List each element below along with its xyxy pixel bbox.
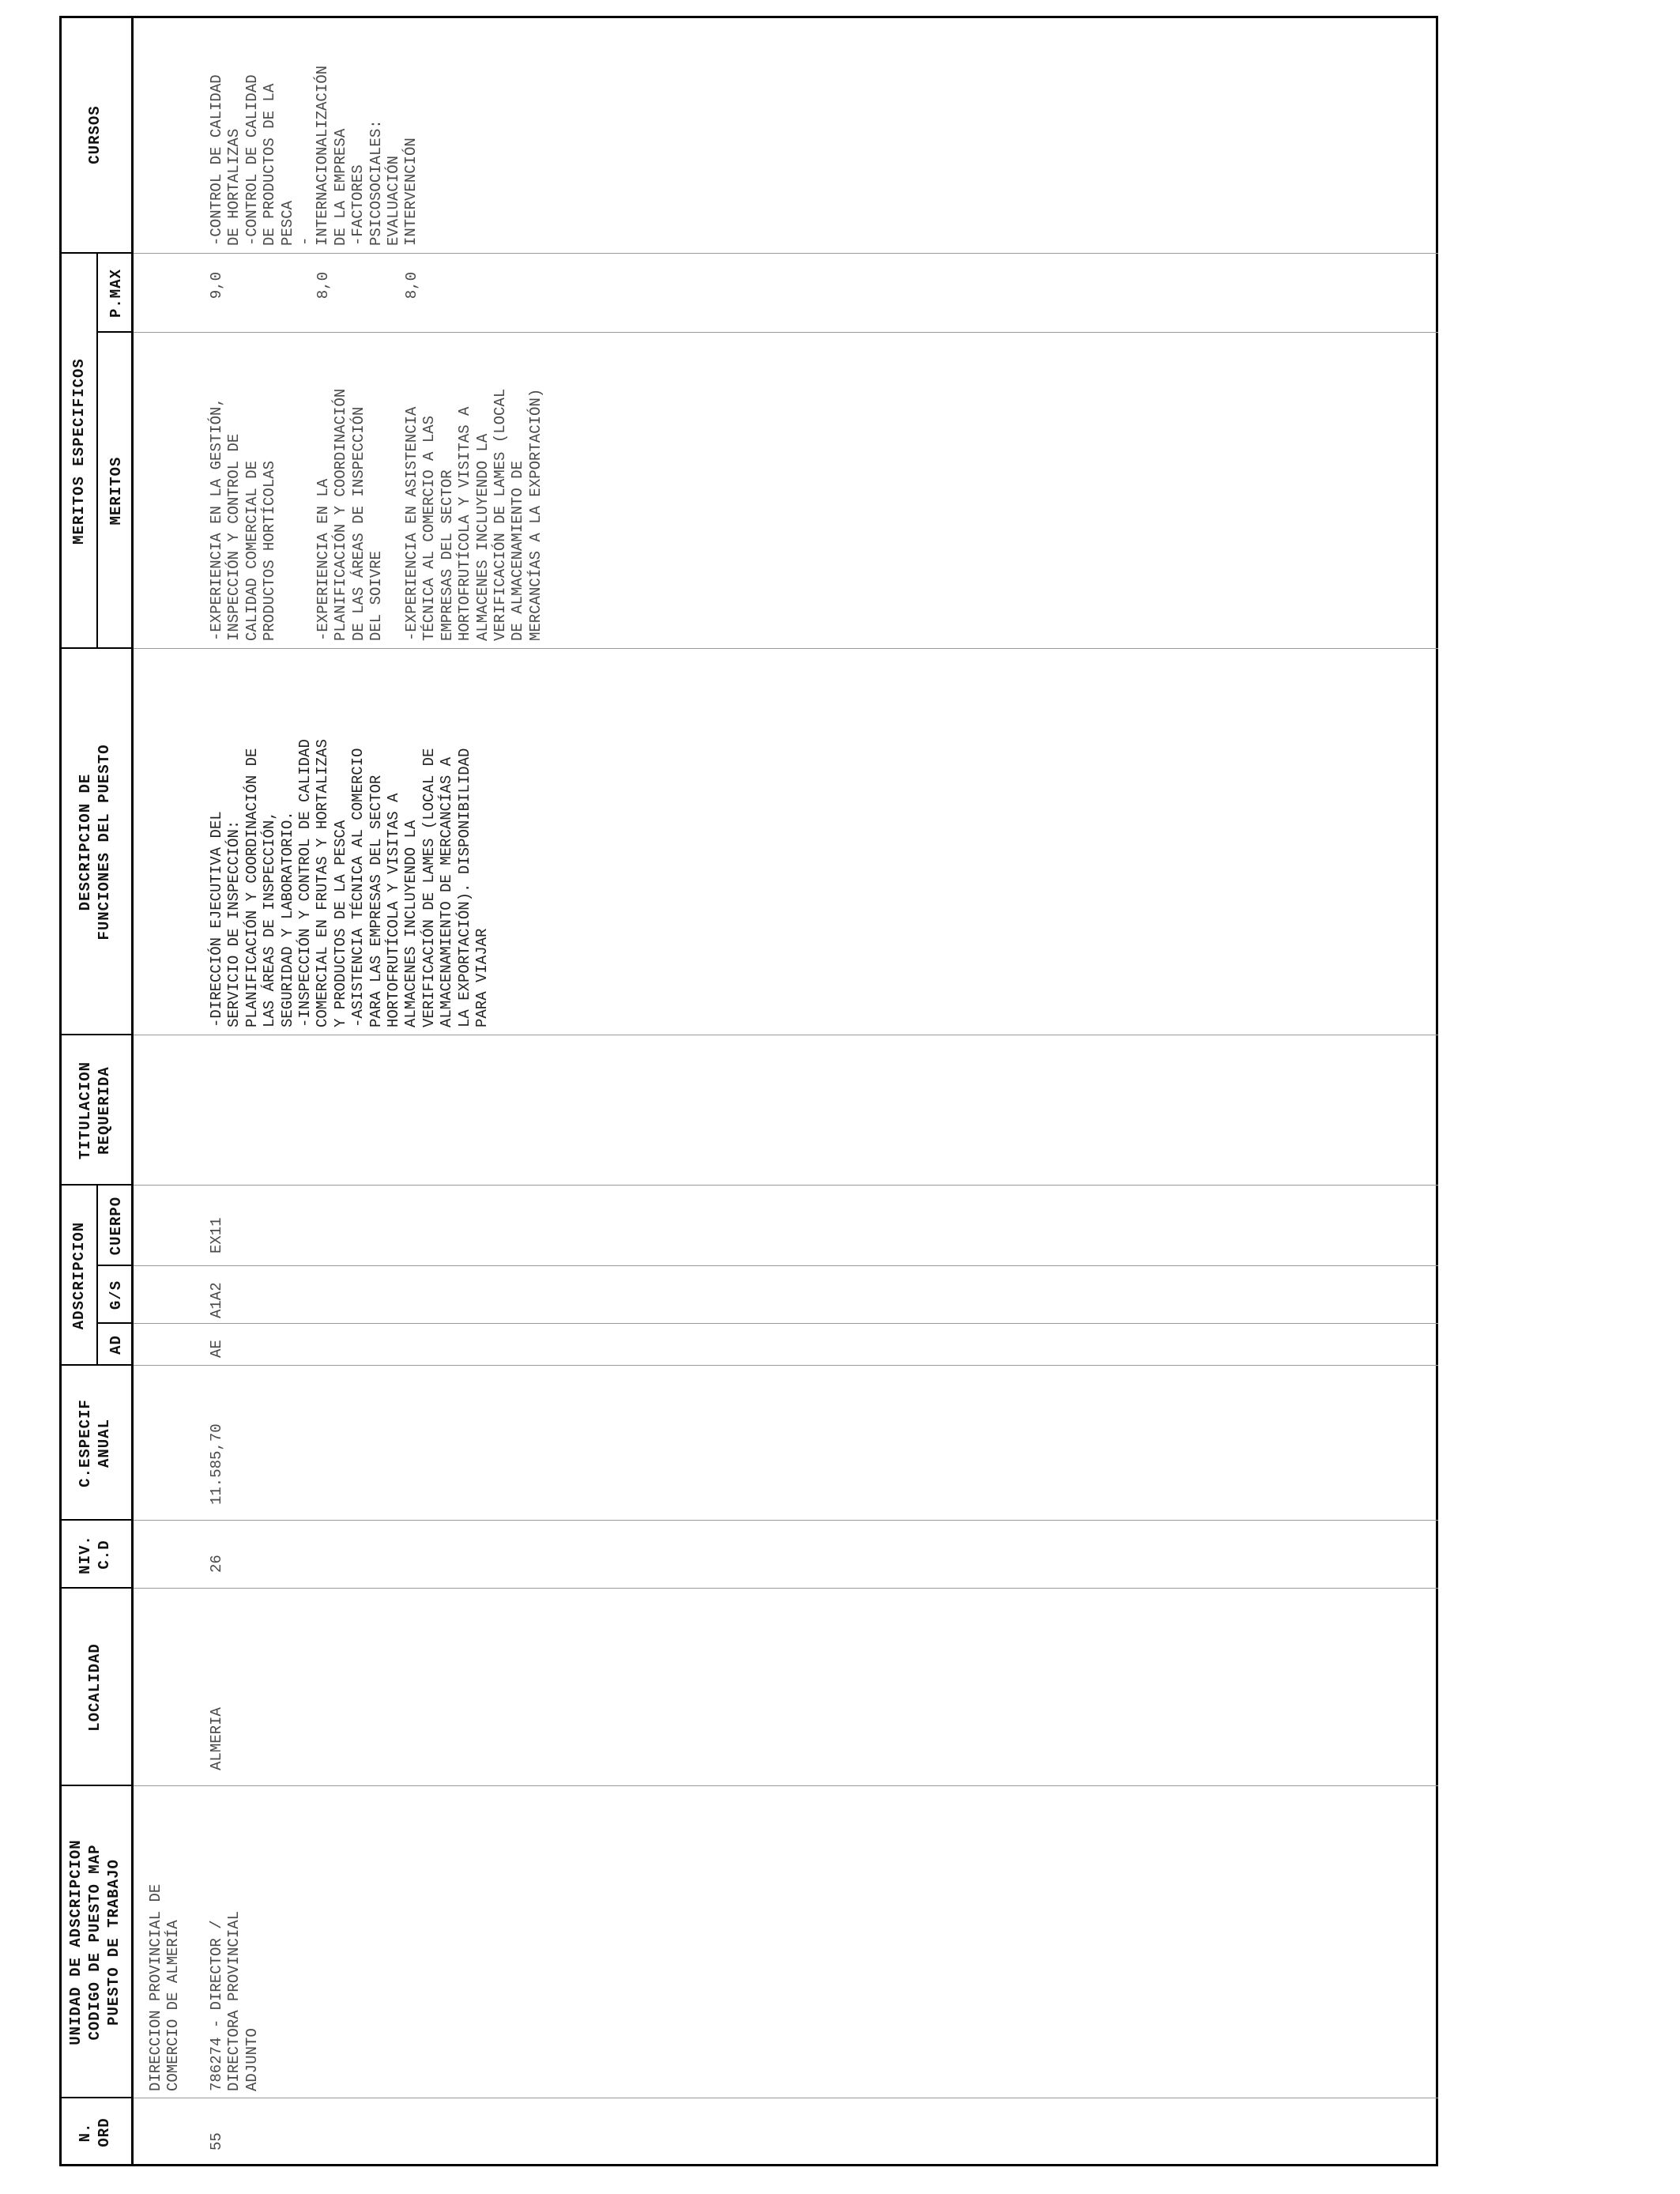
header-localidad: LOCALIDAD [86, 1643, 104, 1732]
header-descripcion: DESCRIPCION DE FUNCIONES DEL PUESTO [77, 744, 113, 941]
header-adscripcion: ADSCRIPCION [70, 1221, 88, 1330]
row-cursos: -CONTROL DE CALIDAD DE HORTALIZAS -CONTROL DE CALIDAD DE PRODUCTOS DE LA PESCA - INTERNACIONALIZACIÓN DE LA EMPRESA -FACTORES PSICOSOCIALES: EVALUACIÓN INTERVENCIÓN [208, 65, 420, 246]
subheader-line-adscripcion [96, 1186, 98, 1366]
row-c-especif: 11.585,70 [208, 1423, 225, 1505]
header-meritos: MERITOS [107, 456, 125, 526]
header-n-ord: N. ORD [77, 2117, 113, 2147]
merito-3: -EXPERIENCIA EN ASISTENCIA TÉCNICA AL COMERCIO A LAS EMPRESAS DEL SECTOR HORTOFRUTÍCOLA Y VISITAS A ALMACENES INCLUYENDO LA VERIFICACIÓN DE LAMES (LOCAL DE ALMACENAMIENTO DE MERCANCÍAS A LA EXPORTACIÓN) [403, 388, 544, 641]
header-ad: AD [107, 1335, 125, 1355]
body-grid-line [134, 1365, 1438, 1366]
row-nivel: 26 [208, 1555, 225, 1573]
unit-name: DIRECCION PROVINCIAL DE COMERCIO DE ALMERÍA [147, 1883, 183, 2091]
header-nivel: NIV. C.D [77, 1535, 113, 1574]
body-grid-line [134, 1265, 1438, 1266]
merito-1: -EXPERIENCIA EN LA GESTIÓN, INSPECCIÓN Y CONTROL DE CALIDAD COMERCIAL DE PRODUCTOS HORTÍCOLAS [208, 398, 279, 641]
header-meritos-especificos: MERITOS ESPECIFICOS [70, 358, 88, 545]
row-cuerpo: EX11 [208, 1217, 225, 1253]
header-pmax: P.MAX [107, 269, 125, 319]
body-grid-line [134, 1588, 1438, 1589]
header-titulacion: TITULACION REQUERIDA [77, 1061, 113, 1160]
body-grid-line [134, 1520, 1438, 1521]
header-gs: G/S [107, 1280, 125, 1310]
row-localidad: ALMERIA [208, 1707, 225, 1770]
subheader-line-meritos [96, 254, 98, 649]
body-grid-line [134, 253, 1438, 254]
row-gs: A1A2 [208, 1282, 225, 1318]
header-cuerpo: CUERPO [107, 1196, 125, 1256]
body-grid-line [134, 1185, 1438, 1186]
header-unidad: UNIDAD DE ADSCRIPCION CODIGO DE PUESTO MAP PUESTO DE TRABAJO [67, 1839, 122, 2045]
body-grid-line [134, 648, 1438, 649]
row-puesto: 786274 - DIRECTOR / DIRECTORA PROVINCIAL ADJUNTO [208, 1910, 261, 2091]
merito-3-pmax: 8,0 [403, 272, 420, 300]
header-cursos: CURSOS [86, 105, 104, 164]
merito-2: -EXPERIENCIA EN LA PLANIFICACIÓN Y COORDINACIÓN DE LAS ÁREAS DE INSPECCIÓN DEL SOIVRE [315, 388, 386, 641]
body-grid-line [134, 1323, 1438, 1324]
header-divider [131, 16, 134, 2166]
merito-2-pmax: 8,0 [315, 272, 332, 300]
header-c-especif: C.ESPECIF ANUAL [77, 1399, 113, 1487]
row-descripcion: -DIRECCIÓN EJECUTIVA DEL SERVICIO DE INSPECCIÓN: PLANIFICACIÓN Y COORDINACIÓN DE LAS ÁREAS DE INSPECCIÓN, SEGURIDAD Y LABORATORIO. -INSPECCIÓN Y CONTROL DE CALIDAD COMERCIAL EN FRUTAS Y HORTALIZAS Y PRODUCTOS DE LA PESCA -ASISTENCIA TÉCNICA AL COMERCIO PARA LAS EMPRESAS DEL SECTOR HORTOFRUTÍCOLA Y VISITAS A ALMACENES INCLUYENDO LA VERIFICACIÓN DE LAMES (LOCAL DE ALMACENAMIENTO DE MERCANCÍAS A LA EXPORTACIÓN). DISPONIBILIDAD PARA VIAJAR [208, 739, 492, 1027]
body-grid-line [134, 1785, 1438, 1786]
row-ad: AE [208, 1340, 225, 1358]
row-n-ord: 55 [208, 2132, 225, 2151]
merito-1-pmax: 9,0 [208, 272, 225, 300]
